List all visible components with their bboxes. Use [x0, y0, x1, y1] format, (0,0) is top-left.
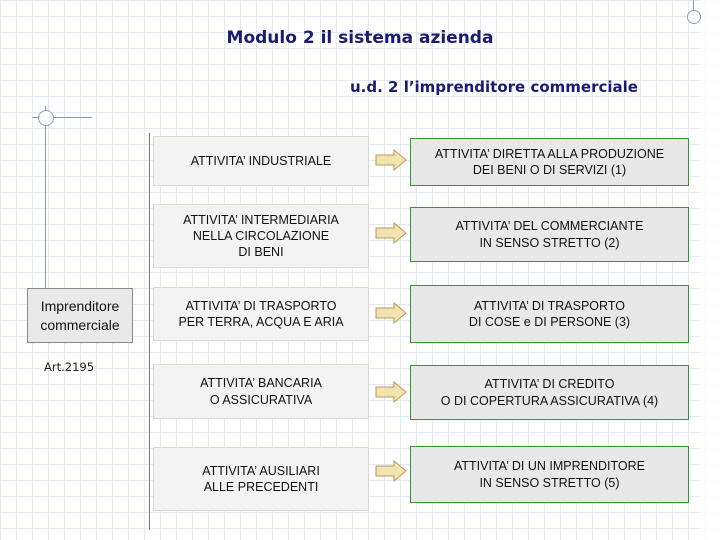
arrow-icon	[375, 381, 407, 403]
category-box-transport: ATTIVITA’ DI TRASPORTO PER TERRA, ACQUA E ARIA	[153, 287, 369, 341]
arrow-icon	[375, 302, 407, 324]
entrepreneur-box: Imprenditore commerciale	[27, 288, 133, 343]
left-vertical-rule	[45, 106, 46, 291]
grouping-bracket	[149, 133, 150, 530]
arrow-icon	[375, 460, 407, 482]
category-box-auxiliary: ATTIVITA’ AUSILIARI ALLE PRECEDENTI	[153, 447, 369, 511]
arrow-icon	[375, 222, 407, 244]
top-right-circle	[687, 10, 701, 24]
category-box-banking: ATTIVITA’ BANCARIA O ASSICURATIVA	[153, 364, 369, 419]
arrow-icon	[375, 149, 407, 171]
description-box-transport: ATTIVITA’ DI TRASPORTO DI COSE e DI PERSONE (3)	[410, 285, 689, 343]
rule-junction-circle	[38, 110, 54, 126]
description-box-production: ATTIVITA’ DIRETTA ALLA PRODUZIONE DEI BENI O DI SERVIZI (1)	[410, 138, 689, 186]
description-box-entrepreneur: ATTIVITA’ DI UN IMPRENDITORE IN SENSO STRETTO (5)	[410, 446, 689, 503]
page-subtitle: u.d. 2 l’imprenditore commerciale	[350, 78, 638, 96]
page-title: Modulo 2 il sistema azienda	[226, 28, 494, 48]
right-margin-band	[700, 0, 720, 540]
article-label: Art.2195	[44, 360, 95, 374]
description-box-credit: ATTIVITA’ DI CREDITO O DI COPERTURA ASSICURATIVA (4)	[410, 365, 689, 420]
description-box-merchant: ATTIVITA’ DEL COMMERCIANTE IN SENSO STRETTO (2)	[410, 207, 689, 262]
category-box-industrial: ATTIVITA’ INDUSTRIALE	[153, 136, 369, 186]
category-box-intermediary: ATTIVITA’ INTERMEDIARIA NELLA CIRCOLAZIONE DI BENI	[153, 204, 369, 268]
